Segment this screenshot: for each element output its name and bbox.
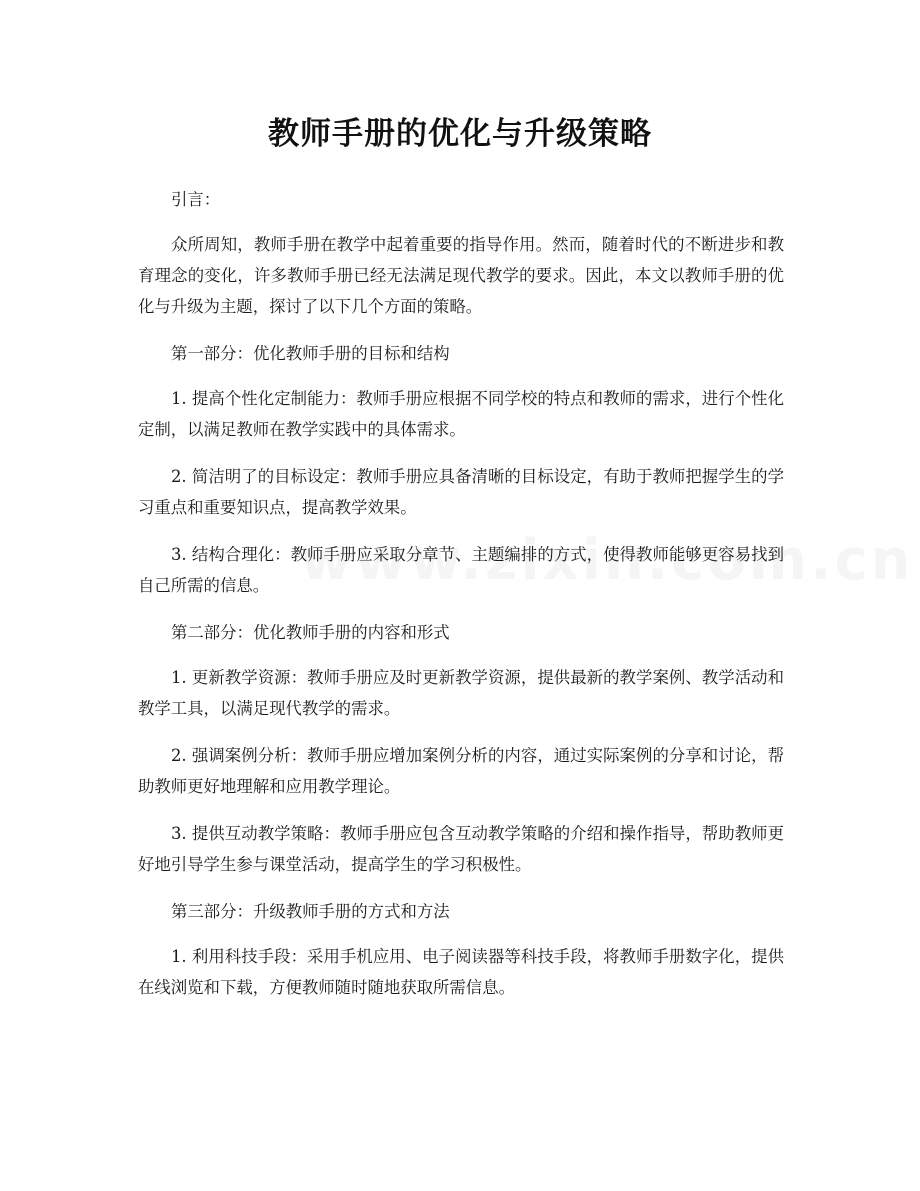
section-1-item-2: 2. 简洁明了的目标设定：教师手册应具备清晰的目标设定，有助于教师把握学生的学习重点和重要知识点，提高教学效果。 <box>138 467 784 517</box>
section-1-item-3: 3. 结构合理化：教师手册应采取分章节、主题编排的方式，使得教师能够更容易找到自己所需的信息。 <box>138 545 784 595</box>
section-heading-2: 第二部分：优化教师手册的内容和形式 <box>171 623 450 642</box>
document-body <box>138 184 784 1019</box>
section-3-item-1: 1. 利用科技手段：采用手机应用、电子阅读器等科技手段，将教师手册数字化，提供在线浏览和下载，方便教师随时随地获取所需信息。 <box>138 947 784 997</box>
document-title: 教师手册的优化与升级策略 <box>268 116 652 152</box>
intro-label: 引言： <box>171 190 221 209</box>
section-2-item-1: 1. 更新教学资源：教师手册应及时更新教学资源，提供最新的教学案例、教学活动和教学工具，以满足现代教学的需求。 <box>138 668 784 718</box>
section-2-item-2: 2. 强调案例分析：教师手册应增加案例分析的内容，通过实际案例的分享和讨论，帮助教师更好地理解和应用教学理论。 <box>138 746 784 796</box>
intro-paragraph: 众所周知，教师手册在教学中起着重要的指导作用。然而，随着时代的不断进步和教育理念的变化，许多教师手册已经无法满足现代教学的要求。因此，本文以教师手册的优化与升级为主题，探讨了以下几个方面的策略。 <box>138 235 784 316</box>
section-2-item-3: 3. 提供互动教学策略：教师手册应包含互动教学策略的介绍和操作指导，帮助教师更好地引导学生参与课堂活动，提高学生的学习积极性。 <box>138 824 784 874</box>
section-heading-3: 第三部分：升级教师手册的方式和方法 <box>171 902 450 921</box>
section-1-item-1: 1. 提高个性化定制能力：教师手册应根据不同学校的特点和教师的需求，进行个性化定制，以满足教师在教学实践中的具体需求。 <box>138 389 784 439</box>
section-heading-1: 第一部分：优化教师手册的目标和结构 <box>171 344 450 363</box>
